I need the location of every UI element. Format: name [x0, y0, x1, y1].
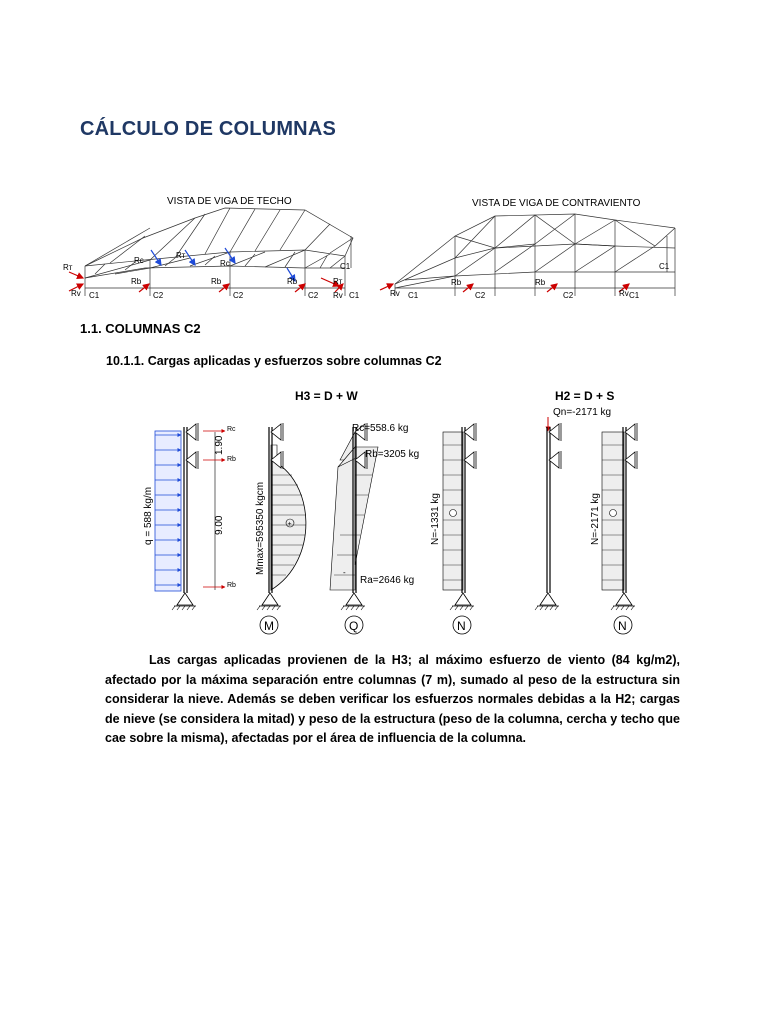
shear-minus: -: [343, 568, 346, 577]
rb-value-label: Rb=3205 kg: [365, 449, 420, 460]
label-rt-right: Rт: [333, 277, 343, 286]
label-c1-br-top: C1: [659, 262, 670, 271]
dim-main: 9.00: [214, 515, 225, 535]
label-rv-br-right: Rv: [619, 289, 629, 298]
label-c2-br-2: C2: [563, 291, 574, 300]
label-c1-br-left: C1: [408, 291, 419, 300]
rc-value-label: Rc=558.6 kg: [352, 423, 409, 434]
label-rv-br-left: Rv: [390, 289, 400, 298]
column-diagrams-figure: [140, 385, 640, 635]
circle-n2: N: [618, 619, 627, 633]
subsection-heading: 10.1.1. Cargas aplicadas y esfuerzos sobre columnas C2: [106, 354, 442, 368]
page-title: CÁLCULO DE COLUMNAS: [80, 118, 337, 140]
circle-m: M: [264, 619, 274, 633]
q-label: q = 588 kg/m: [143, 486, 154, 545]
label-c2-1: C2: [153, 291, 164, 300]
label-rt-mid: Rт: [176, 251, 186, 260]
h3-title: H3 = D + W: [295, 389, 358, 403]
truss-figure: [55, 188, 695, 308]
label-c2-2: C2: [233, 291, 244, 300]
label-c2-3: C2: [308, 291, 319, 300]
n-h3-label: N=-1331 kg: [430, 493, 441, 545]
label-rb-br-2: Rb: [535, 278, 546, 287]
label-c1-right: C1: [349, 291, 360, 300]
label-rb-1: Rb: [131, 277, 142, 286]
circle-n1: N: [457, 619, 466, 633]
dim-top: 1.90: [214, 435, 225, 455]
mmax-label: Mmax=595350 kgcm: [255, 481, 266, 575]
qn-label: Qn=-2171 kg: [553, 407, 612, 418]
label-rv-right: Rv: [333, 291, 343, 300]
label-rb-3: Rb: [287, 277, 298, 286]
section-heading: 1.1. COLUMNAS C2: [80, 321, 201, 336]
truss-left-title: VISTA DE VIGA DE TECHO: [167, 196, 292, 207]
body-paragraph-text: Las cargas aplicadas provienen de la H3; al máximo esfuerzo de viento (84 kg/m2), afectado por la máxima separación entre columnas (7 m), sumado al peso de la estructura sin considerar la nieve. Además se deben verificar los esfuerzos normales debidas a la H2; cargas de nieve (se considera la mitad) y peso de la estructura (peso de la columna, cercha y techo que cae sobre la misma), afectadas por el área de influencia de la columna.: [105, 653, 680, 745]
label-rb-2: Rb: [211, 277, 222, 286]
circle-q: Q: [349, 619, 359, 633]
body-paragraph: [105, 651, 680, 749]
truss-right-title: VISTA DE VIGA DE CONTRAVIENTO: [472, 198, 641, 209]
label-rc-1: Rc: [134, 256, 144, 265]
label-rv-left: Rv: [71, 289, 81, 298]
rb-small-label-top: Rb: [227, 456, 236, 463]
label-c1-right-top: C1: [340, 262, 351, 271]
normal-h3-diagram: [443, 423, 476, 610]
rc-small-label: Rc: [227, 426, 236, 433]
moment-plus: +: [287, 521, 292, 528]
label-rt-left: Rт: [63, 263, 73, 272]
label-rc-2: Rc: [220, 259, 230, 268]
label-c1-br-right: C1: [629, 291, 640, 300]
rb-small-label-bottom: Rb: [227, 582, 236, 589]
label-rb-br-1: Rb: [451, 278, 462, 287]
ra-value-label: Ra=2646 kg: [360, 575, 415, 586]
diagram-circle-labels: [260, 616, 632, 634]
n-h2-label: N=-2171 kg: [590, 493, 601, 545]
label-c2-br-1: C2: [475, 291, 486, 300]
h2-title: H2 = D + S: [555, 389, 615, 403]
label-c1-left: C1: [89, 291, 100, 300]
h2-load-diagram: [535, 417, 561, 610]
normal-h2-diagram: [602, 423, 637, 610]
